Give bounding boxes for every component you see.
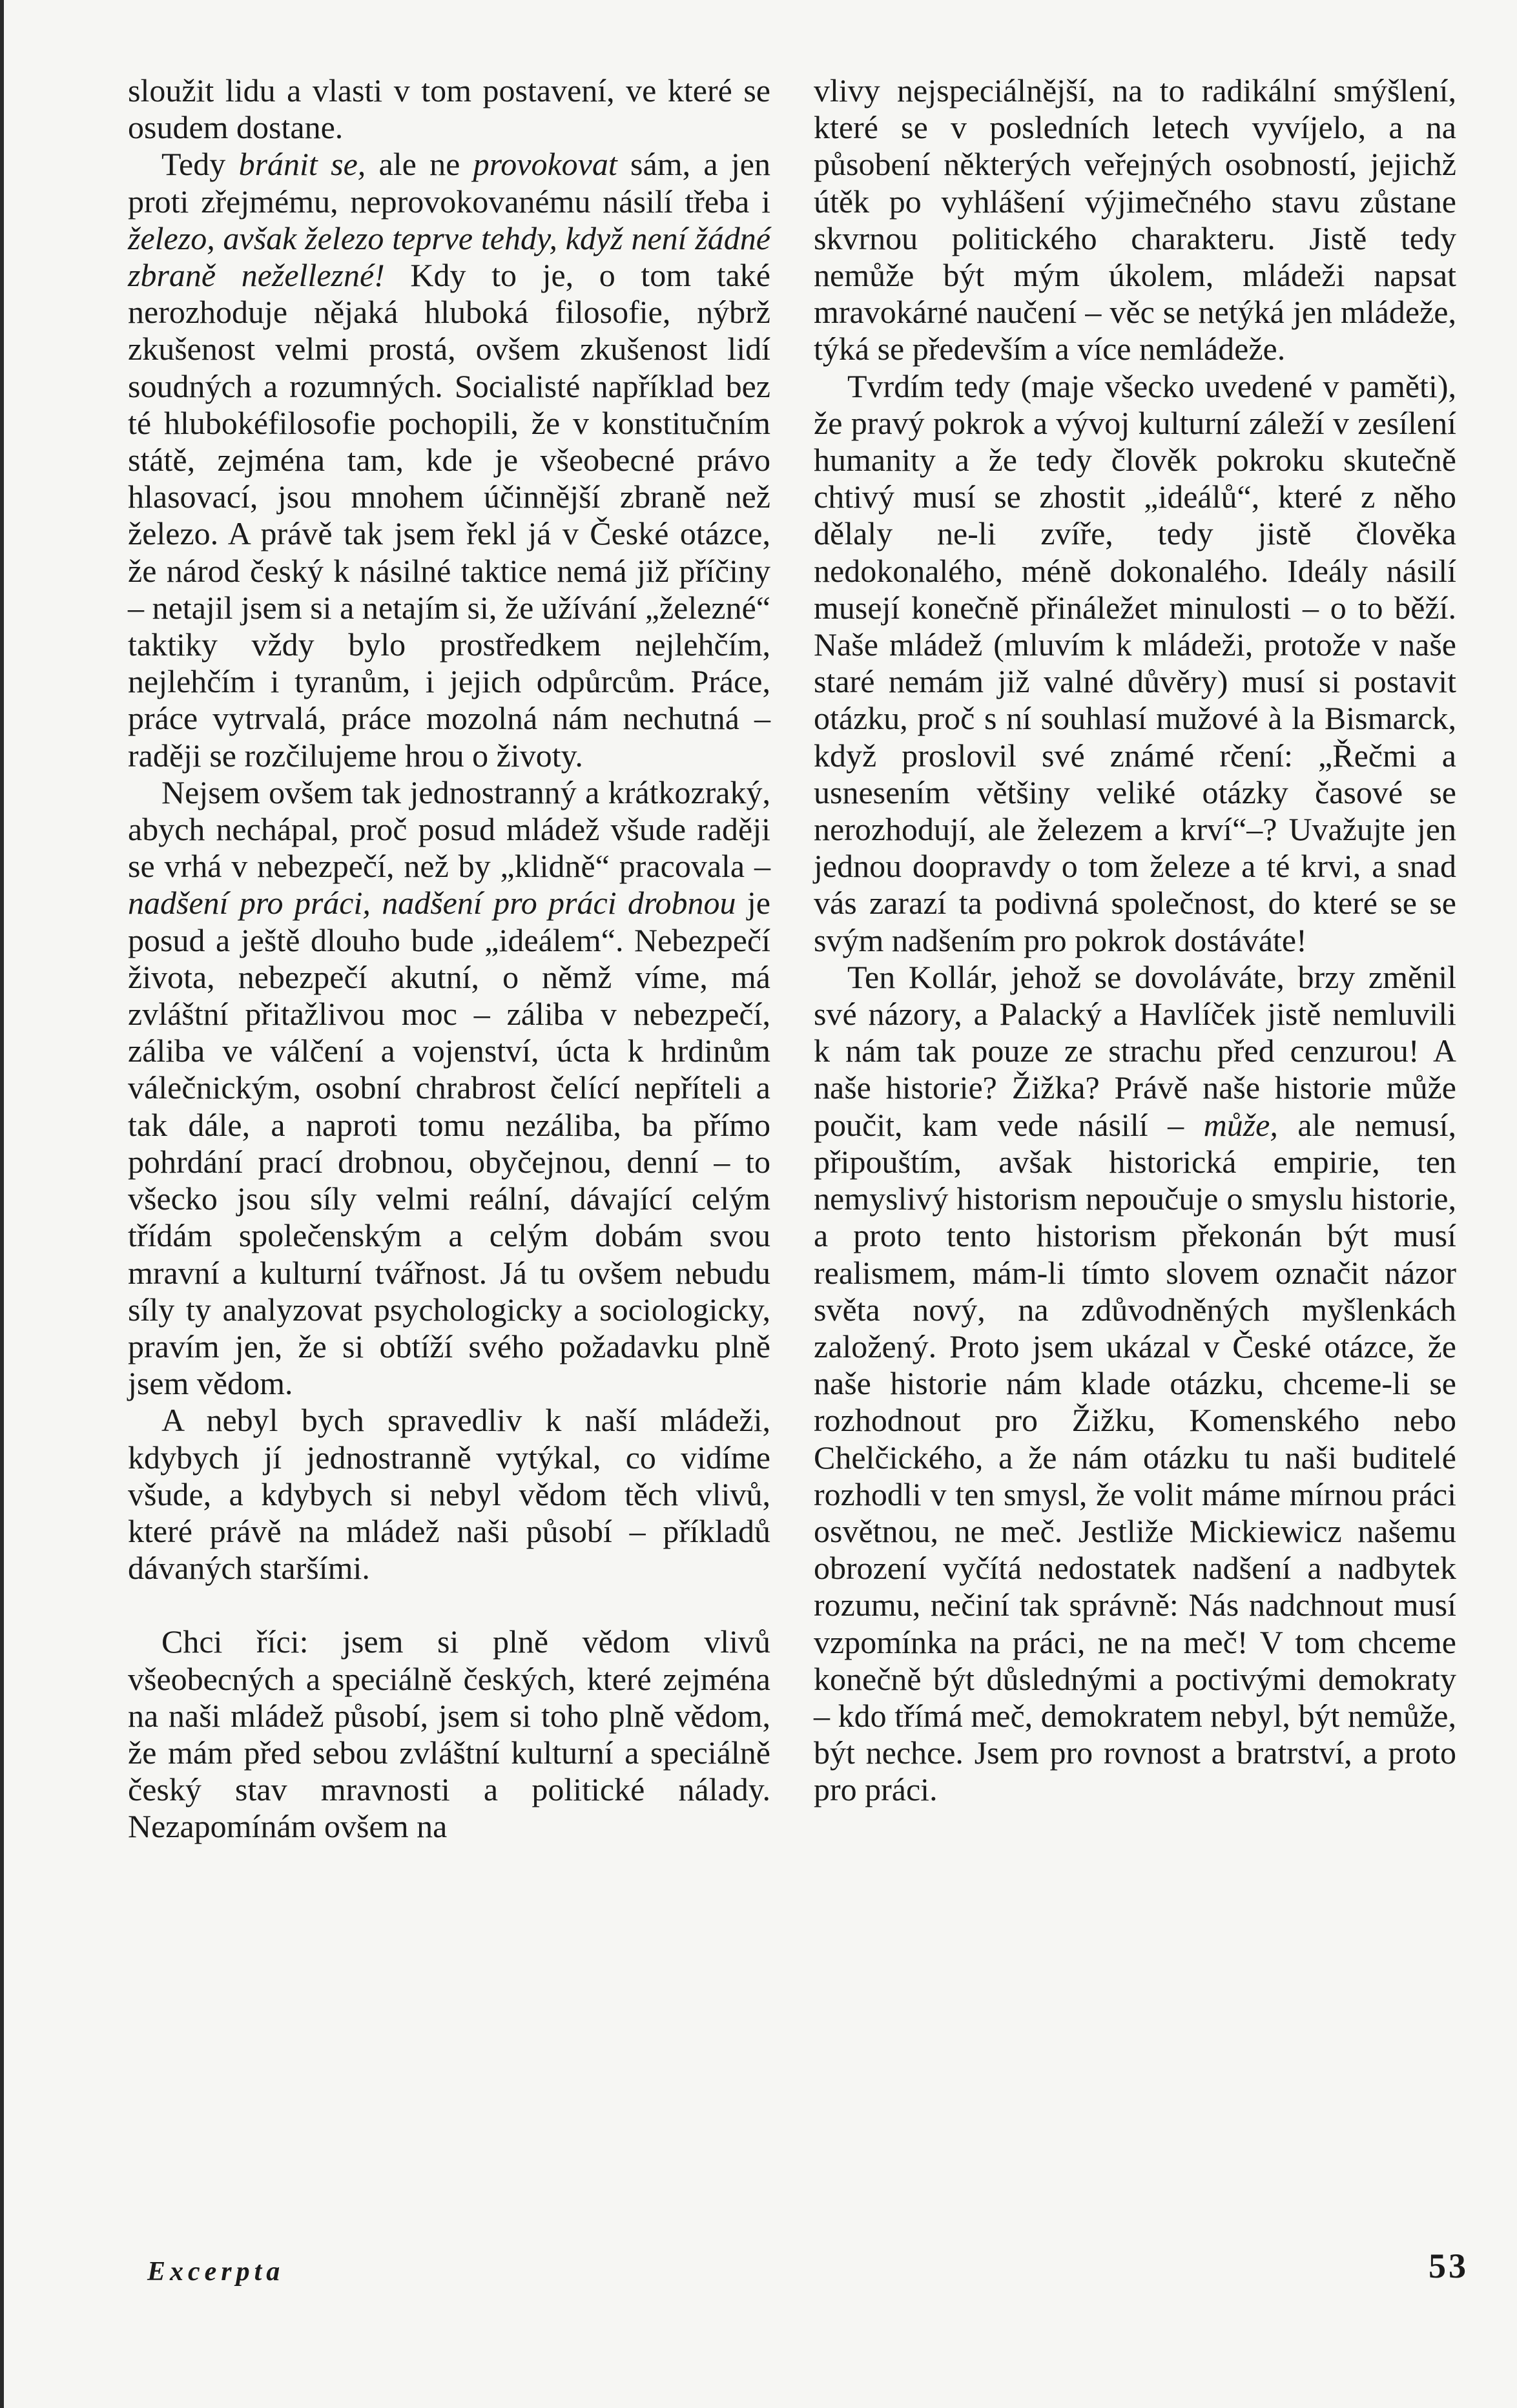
paragraph-text: Nejsem ovšem tak jednostranný a krátkozraký, abych nechápal, proč posud mládež všude raději se vrhá v nebezpečí, než by „klidně“ pracovala – [128, 774, 770, 885]
footer-label: Excerpta [147, 2257, 285, 2287]
paragraph-text: vlivy nejspeciálnější, na to radikální smýšlení, které se v posledních letech vyvíjelo, a na působení některých veřejných osobností, jejichž útěk po vyhlášení výjimečného stavu zůstane skvrnou politického charakteru. Jistě tedy nemůže být mým úkolem, mládeži napsat mravokárné naučení – věc se netýká jen mládeže, týká se především a více nemládeže. [814, 72, 1456, 367]
paragraph [128, 774, 770, 1402]
left-column [128, 72, 770, 1846]
paragraph [814, 959, 1456, 1809]
paragraph-text: ale nemusí, připouštím, avšak historická empirie, ten nemyslivý historism nepoučuje o smyslu historie, a proto tento historism překonán být musí realismem, mám-li tímto slovem označit názor světa nový, na zdůvodněných myšlenkách založený. Proto jsem ukázal v České otázce, že naše historie nám klade otázku, chceme-li se rozhodnout pro Žižku, Komenského nebo Chelčického, a že nám otázku tu naši buditelé rozhodli v ten smysl, že volit máme mírnou práci osvětnou, ne meč. Jestliže Mickiewicz našemu obrození vyčítá nedostatek nadšení a nadbytek rozumu, nečiní tak správně: Nás nadchnout musí vzpomínka na práci, ne na meč! V tom chceme konečně být důslednými a poctivými demokraty – kdo třímá meč, demokratem nebyl, být nemůže, být nechce. Jsem pro rovnost a bratrství, a proto pro práci. [814, 1106, 1456, 1808]
paragraph [128, 146, 770, 774]
emphasis-text: bránit se, [238, 146, 366, 183]
paragraph [128, 1402, 770, 1587]
paragraph [128, 1623, 770, 1845]
emphasis-text: železo, avšak železo teprve tehdy, když není žádné zbraně nežellezné! [128, 220, 770, 294]
emphasis-text: provokovat [473, 146, 617, 183]
page-edge [0, 0, 4, 2408]
paragraph-text: Kdy to je, o tom také nerozhoduje nějaká hluboká filosofie, nýbrž zkušenost velmi prostá, ovšem zkušenost lidí soudných a rozumných. Socialisté například bez té hlubokéfilosofie pochopili, že v konstitučním státě, zejména tam, kde je všeobecné právo hlasovací, jsou mnohem účinnější zbraně než železo. A právě tak jsem řekl já v České otázce, že národ český k násilné taktice nemá již příčiny – netajil jsem si a netajím si, že užívání „železné“ taktiky vždy bylo prostředkem nejlehčím, nejlehčím i tyranům, i jejich odpůrcům. Práce, práce vytrvalá, práce mozolná nám nechutná – raději se rozčilujeme hrou o životy. [128, 257, 770, 774]
paragraph [814, 368, 1456, 959]
emphasis-text: nadšení pro práci, nadšení pro práci drobnou [128, 885, 736, 921]
paragraph-text: ale ne [366, 146, 473, 183]
paragraph-text: sloužit lidu a vlasti v tom postavení, ve které se osudem dostane. [128, 72, 770, 146]
emphasis-text: může, [1203, 1106, 1278, 1143]
paragraph-text: sám, a jen proti zřejmému, neprovokovanému násilí třeba i [128, 146, 770, 220]
right-column [814, 72, 1456, 1809]
paragraph [814, 72, 1456, 368]
paragraph-text: Ten Kollár, jehož se dovoláváte, brzy změnil své názory, a Palacký a Havlíček jistě nemluvili k nám tak pouze ze strachu před cenzurou! A naše historie? Žižka? Právě naše historie může poučit, kam vede násilí – [814, 958, 1456, 1143]
page-number: 53 [1429, 2247, 1469, 2285]
paragraph [128, 72, 770, 146]
paragraph-text: A nebyl bych spravedliv k naší mládeži, kdybych jí jednostranně vytýkal, co vidíme všude, a kdybych si nebyl vědom těch vlivů, které právě na mládež naši působí – příkladů dávaných staršími. [128, 1402, 770, 1587]
paragraph-text: je posud a ještě dlouho bude „ideálem“. Nebezpečí života, nebezpečí akutní, o němž víme, má zvláštní přitažlivou moc – záliba v nebezpečí, záliba ve válčení a vojenství, úcta k hrdinům válečnickým, osobní chrabrost čelící nepříteli a tak dále, a naproti tomu nezáliba, ba přímo pohrdání prací drobnou, obyčejnou, denní – to všecko jsou síly velmi reální, dávající celým třídám společenským a celým dobám svou mravní a kulturní tvářnost. Já tu ovšem nebudu síly ty analyzovat psychologicky a sociologicky, pravím jen, že si obtíží svého požadavku plně jsem vědom. [128, 885, 770, 1402]
paragraph-text: Tvrdím tedy (maje všecko uvedené v paměti), že pravý pokrok a vývoj kulturní záleží v zesílení humanity a že tedy člověk pokroku skutečně chtivý musí se zhostit „ideálů“, které z něho dělaly ne-li zvíře, tedy jistě člověka nedokonalého, méně dokonalého. Ideály násilí musejí konečně přináležet minulosti – o to běží. Naše mládež (mluvím k mládeži, protože v naše staré nemám již valné důvěry) musí si postavit otázku, proč s ní souhlasí mužové à la Bismarck, když proslovil své známé rčení: „Řečmi a usnesením většiny veliké otázky časové se nerozhodují, ale železem a krví“–? Uvažujte jen jednou doopravdy o tom železe a té krvi, a snad vás zarazí ta podivná společnost, do které se se svým nadšením pro pokrok dostáváte! [814, 367, 1456, 958]
paragraph-text: Chci říci: jsem si plně vědom vlivů všeobecných a speciálně českých, které zejména na naši mládež působí, jsem si toho plně vědom, že mám před sebou zvláštní kulturní a speciálně český stav mravnosti a politické nálady. Nezapomínám ovšem na [128, 1623, 770, 1845]
paragraph-text: Tedy [161, 146, 239, 183]
